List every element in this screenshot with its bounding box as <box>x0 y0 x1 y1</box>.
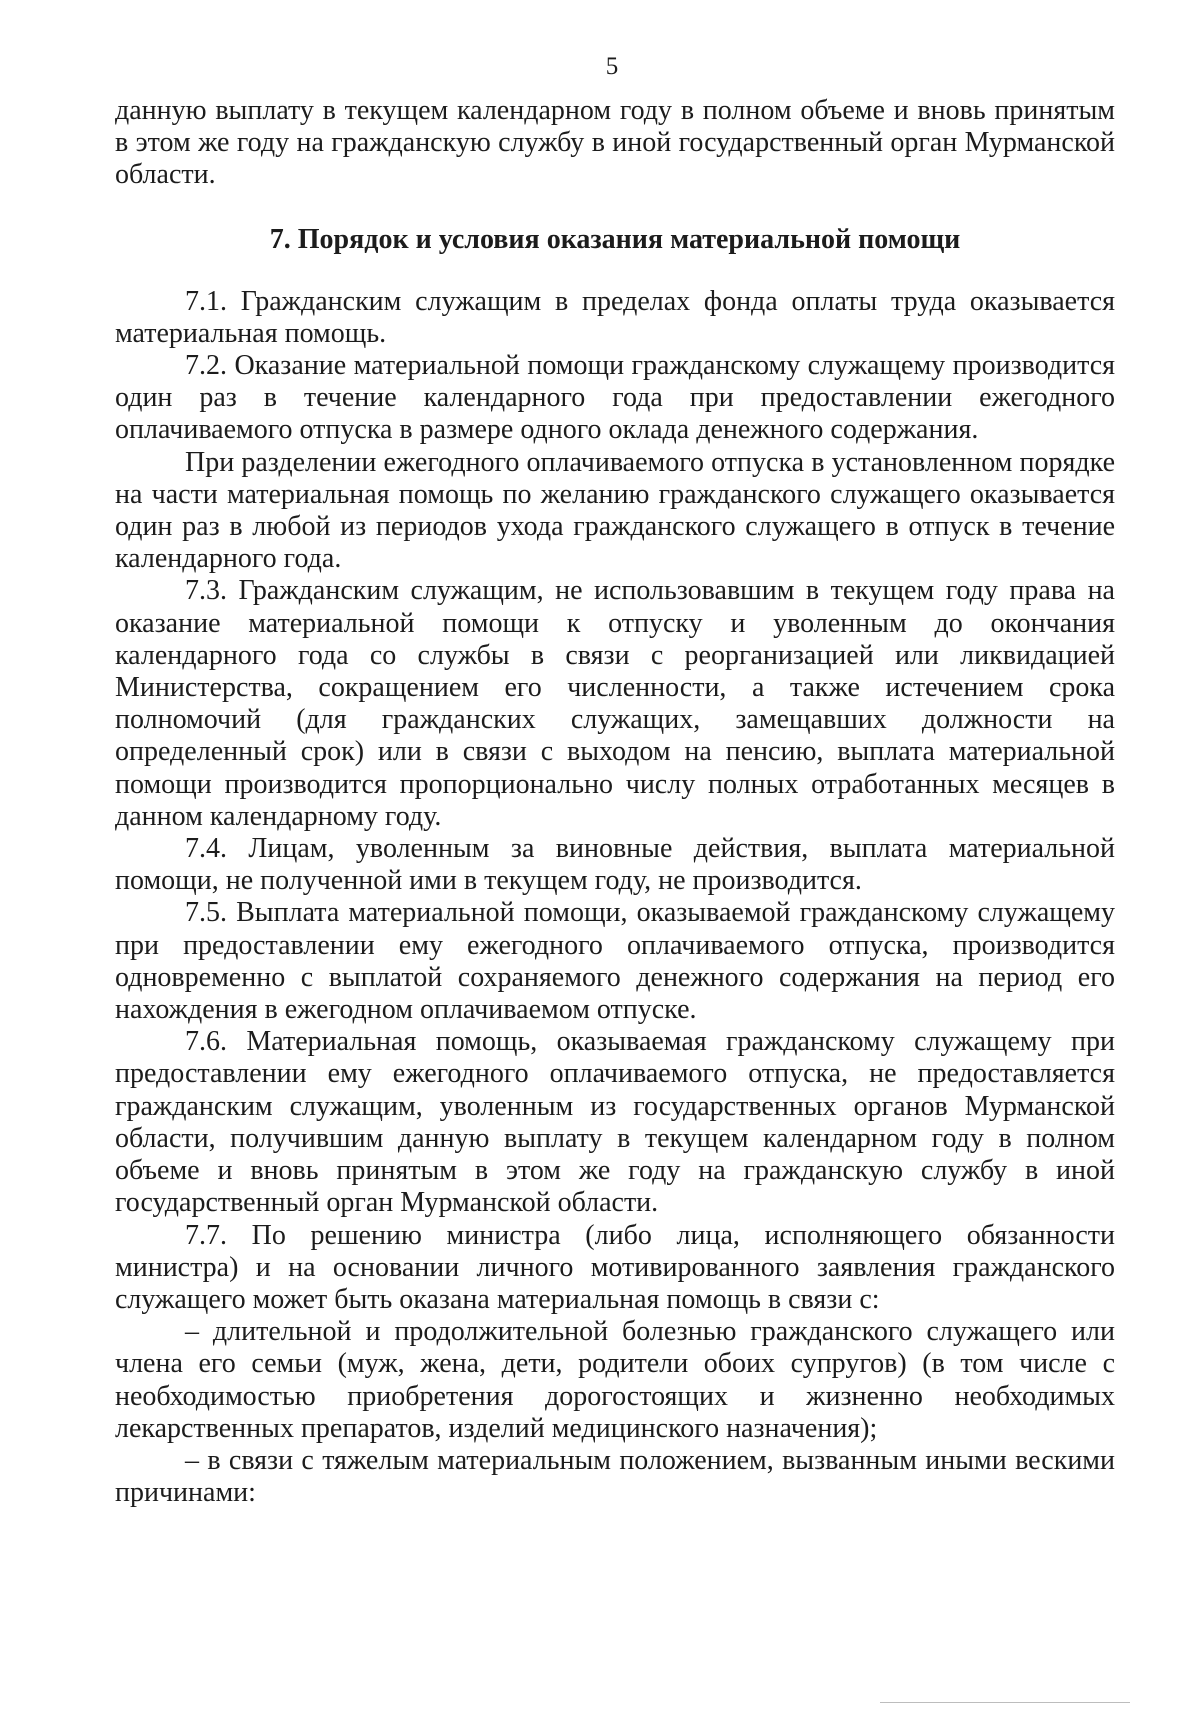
clause-7-5: 7.5. Выплата материальной помощи, оказываемой гражданскому служащему при предоставлении ему ежегодного оплачиваемого отпуска, производится одновременно с выплатой сохраняемого денежного содержания на период его нахождения в ежегодном оплачиваемом отпуске. <box>115 897 1115 1026</box>
scan-edge-line <box>880 1702 1130 1703</box>
clause-7-7: 7.7. По решению министра (либо лица, исполняющего обязанности министра) и на основании личного мотивированного заявления гражданского служащего может быть оказана материальная помощь в связи с: <box>115 1219 1115 1315</box>
clause-7-4: 7.4. Лицам, уволенным за виновные действия, выплата материальной помощи, не полученной ими в текущем году, не производится. <box>115 833 1115 897</box>
clause-7-3: 7.3. Гражданским служащим, не использовавшим в текущем году права на оказание материальной помощи к отпуску и уволенным до окончания календарного года со службы в связи с реорганизацией или ликвидацией Министерства, сокращением его численности, а также истечением срока полномочий (для гражданских служащих, замещавших должности на определенный срок) или в связи с выходом на пенсию, выплата материальной помощи производится пропорционально числу полных отработанных месяцев в данном календарному году. <box>115 575 1115 832</box>
page-number: 5 <box>605 53 619 80</box>
clause-7-2: 7.2. Оказание материальной помощи гражданскому служащему производится один раз в течение календарного года при предоставлении ежегодного оплачиваемого отпуска в размере одного оклада денежного содержания. <box>115 350 1115 446</box>
clause-7-6: 7.6. Материальная помощь, оказываемая гражданскому служащему при предоставлении ему ежегодного оплачиваемого отпуска, не предоставляется гражданским служащим, уволенным из государственных органов Мурманской области, получившим данную выплату в текущем календарном году в полном объеме и вновь принятым в этом же году на гражданскую службу в иной государственный орган Мурманской области. <box>115 1026 1115 1219</box>
section-heading: 7. Порядок и условия оказания материальной помощи <box>269 223 961 255</box>
clause-7-2-part: При разделении ежегодного оплачиваемого отпуска в установленном порядке на части материальная помощь по желанию гражданского служащего оказывается один раз в любой из периодов ухода гражданского служащего в отпуск в течение календарного года. <box>115 446 1115 575</box>
document-body <box>115 95 1115 1509</box>
list-item: – длительной и продолжительной болезнью гражданского служащего или члена его семьи (муж, жена, дети, родители обоих супругов) (в том числе с необходимостью приобретения дорогостоящих и жизненно необходимых лекарственных препаратов, изделий медицинского назначения); <box>115 1316 1115 1444</box>
list-item: – в связи с тяжелым материальным положением, вызванным иными вескими причинами: <box>115 1444 1115 1509</box>
clause-7-1: 7.1. Гражданским служащим в пределах фонда оплаты труда оказывается материальная помощь. <box>115 285 1115 349</box>
continuation-paragraph: данную выплату в текущем календарном году в полном объеме и вновь принятым в этом же году на гражданскую службу в иной государственный орган Мурманской области. <box>115 95 1115 191</box>
